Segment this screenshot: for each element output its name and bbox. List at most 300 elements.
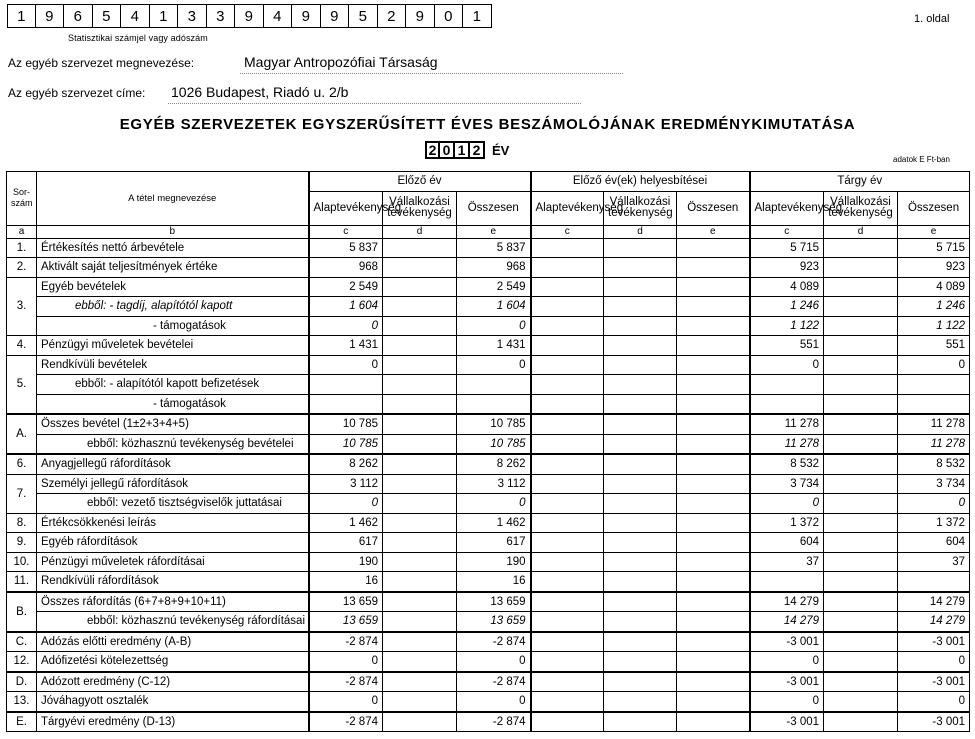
row-number: 12. bbox=[7, 652, 37, 672]
value-cell bbox=[383, 336, 457, 356]
row-number: 13. bbox=[7, 692, 37, 712]
table-row bbox=[7, 375, 970, 395]
value-cell bbox=[531, 612, 604, 632]
value-cell bbox=[677, 632, 750, 652]
row-label: Összes ráfordítás (6+7+8+9+10+11) bbox=[37, 592, 309, 612]
value-cell: 0 bbox=[309, 494, 383, 514]
value-cell: 968 bbox=[457, 258, 531, 278]
value-cell bbox=[824, 652, 898, 672]
table-row bbox=[7, 672, 970, 692]
value-cell: 3 112 bbox=[309, 474, 383, 494]
tax-id-digit: 9 bbox=[292, 4, 321, 28]
year-digit: 2 bbox=[470, 141, 485, 159]
value-cell bbox=[531, 552, 604, 572]
value-cell: -3 001 bbox=[750, 632, 824, 652]
value-cell: 13 659 bbox=[309, 592, 383, 612]
value-cell bbox=[383, 652, 457, 672]
value-cell bbox=[677, 355, 750, 375]
row-label: ebből: vezető tisztségviselők juttatásai bbox=[37, 494, 309, 514]
value-cell: 8 262 bbox=[457, 454, 531, 474]
value-cell bbox=[383, 513, 457, 533]
tax-id-digit: 9 bbox=[235, 4, 264, 28]
value-cell bbox=[824, 572, 898, 592]
tax-id-digit: 9 bbox=[321, 4, 350, 28]
row-label: ebből: - alapítótól kapott befizetések bbox=[37, 375, 309, 395]
value-cell: 0 bbox=[898, 355, 970, 375]
value-cell bbox=[677, 316, 750, 336]
value-cell bbox=[824, 712, 898, 732]
value-cell bbox=[604, 355, 677, 375]
row-label: Pénzügyi műveletek ráfordításai bbox=[37, 552, 309, 572]
value-cell bbox=[457, 394, 531, 414]
value-cell: 0 bbox=[457, 652, 531, 672]
value-cell: -3 001 bbox=[898, 632, 970, 652]
value-cell bbox=[824, 494, 898, 514]
value-cell bbox=[677, 414, 750, 434]
tax-id-digit: 4 bbox=[264, 4, 293, 28]
value-cell: 0 bbox=[457, 316, 531, 336]
row-number: A. bbox=[7, 414, 37, 454]
value-cell bbox=[604, 632, 677, 652]
value-cell bbox=[824, 434, 898, 454]
value-cell bbox=[604, 552, 677, 572]
value-cell bbox=[677, 652, 750, 672]
value-cell bbox=[824, 552, 898, 572]
value-cell: 0 bbox=[309, 692, 383, 712]
value-cell: 0 bbox=[898, 692, 970, 712]
value-cell bbox=[750, 394, 824, 414]
value-cell: 10 785 bbox=[309, 414, 383, 434]
value-cell bbox=[604, 375, 677, 395]
col-letter: d bbox=[604, 225, 677, 238]
col-letter: e bbox=[677, 225, 750, 238]
value-cell bbox=[531, 494, 604, 514]
value-cell bbox=[383, 258, 457, 278]
value-cell bbox=[824, 258, 898, 278]
value-cell: 11 278 bbox=[750, 434, 824, 454]
value-cell bbox=[383, 316, 457, 336]
value-cell: 8 262 bbox=[309, 454, 383, 474]
value-cell: 13 659 bbox=[457, 592, 531, 612]
value-cell bbox=[824, 513, 898, 533]
value-cell bbox=[383, 572, 457, 592]
value-cell bbox=[677, 612, 750, 632]
value-cell bbox=[824, 612, 898, 632]
row-number: 11. bbox=[7, 572, 37, 592]
table-row bbox=[7, 316, 970, 336]
table-row bbox=[7, 692, 970, 712]
row-label: ebből: közhasznú tevékenység bevételei bbox=[37, 434, 309, 454]
table-row bbox=[7, 712, 970, 732]
row-label: Pénzügyi műveletek bevételei bbox=[37, 336, 309, 356]
value-cell bbox=[604, 277, 677, 297]
value-cell: 13 659 bbox=[457, 612, 531, 632]
tax-id-digit: 2 bbox=[378, 4, 407, 28]
value-cell bbox=[531, 336, 604, 356]
row-number: B. bbox=[7, 592, 37, 632]
value-cell: 14 279 bbox=[898, 592, 970, 612]
value-cell bbox=[604, 572, 677, 592]
value-cell bbox=[677, 297, 750, 317]
value-cell bbox=[604, 316, 677, 336]
value-cell bbox=[604, 672, 677, 692]
row-number: 6. bbox=[7, 454, 37, 474]
org-address: 1026 Budapest, Riadó u. 2/b bbox=[171, 84, 349, 100]
col-letter: d bbox=[824, 225, 898, 238]
value-cell bbox=[677, 513, 750, 533]
header-col-ossz: Összesen bbox=[457, 191, 531, 225]
tax-id-digit: 1 bbox=[7, 4, 36, 28]
value-cell bbox=[824, 316, 898, 336]
value-cell: 1 462 bbox=[309, 513, 383, 533]
value-cell: 16 bbox=[457, 572, 531, 592]
value-cell bbox=[383, 277, 457, 297]
value-cell: 3 112 bbox=[457, 474, 531, 494]
row-label: - támogatások bbox=[37, 394, 309, 414]
value-cell bbox=[604, 692, 677, 712]
value-cell bbox=[531, 355, 604, 375]
row-label: Egyéb bevételek bbox=[37, 277, 309, 297]
value-cell bbox=[309, 394, 383, 414]
unit-note: adatok E Ft-ban bbox=[893, 155, 950, 164]
value-cell bbox=[677, 336, 750, 356]
value-cell: 14 279 bbox=[898, 612, 970, 632]
value-cell bbox=[604, 434, 677, 454]
value-cell bbox=[824, 672, 898, 692]
value-cell: 0 bbox=[750, 355, 824, 375]
value-cell bbox=[677, 434, 750, 454]
value-cell: 0 bbox=[309, 652, 383, 672]
income-statement-table bbox=[6, 171, 970, 732]
table-row bbox=[7, 572, 970, 592]
value-cell bbox=[531, 592, 604, 612]
value-cell: 5 715 bbox=[750, 238, 824, 258]
tax-id-digit: 9 bbox=[36, 4, 65, 28]
value-cell bbox=[383, 692, 457, 712]
org-name-underline bbox=[240, 73, 623, 74]
table-row bbox=[7, 336, 970, 356]
value-cell: 190 bbox=[309, 552, 383, 572]
value-cell bbox=[531, 394, 604, 414]
value-cell bbox=[531, 297, 604, 317]
row-label: Személyi jellegű ráfordítások bbox=[37, 474, 309, 494]
row-label: Jóváhagyott osztalék bbox=[37, 692, 309, 712]
value-cell bbox=[677, 592, 750, 612]
year-word: ÉV bbox=[492, 142, 510, 158]
header-sorszam: Sor-szám bbox=[7, 172, 37, 226]
value-cell: 4 089 bbox=[750, 277, 824, 297]
table-row bbox=[7, 612, 970, 632]
value-cell: -3 001 bbox=[750, 712, 824, 732]
org-address-underline bbox=[168, 103, 581, 104]
row-label: Adózott eredmény (C-12) bbox=[37, 672, 309, 692]
value-cell bbox=[383, 552, 457, 572]
header-col-alap: Alaptevékenység bbox=[309, 191, 383, 225]
value-cell bbox=[531, 434, 604, 454]
value-cell bbox=[677, 394, 750, 414]
value-cell: -2 874 bbox=[309, 672, 383, 692]
value-cell: -2 874 bbox=[309, 632, 383, 652]
value-cell bbox=[604, 612, 677, 632]
value-cell bbox=[750, 572, 824, 592]
value-cell: 190 bbox=[457, 552, 531, 572]
tax-id-boxes bbox=[7, 4, 492, 28]
value-cell bbox=[824, 336, 898, 356]
value-cell bbox=[824, 375, 898, 395]
value-cell bbox=[383, 297, 457, 317]
row-number: D. bbox=[7, 672, 37, 692]
value-cell bbox=[531, 572, 604, 592]
value-cell: 0 bbox=[750, 652, 824, 672]
value-cell bbox=[824, 277, 898, 297]
value-cell bbox=[383, 238, 457, 258]
table-row bbox=[7, 454, 970, 474]
value-cell bbox=[824, 692, 898, 712]
value-cell bbox=[531, 454, 604, 474]
header-group-prev: Előző év bbox=[309, 172, 531, 192]
col-letter: c bbox=[309, 225, 383, 238]
row-number: 3. bbox=[7, 277, 37, 336]
row-label: Anyagjellegű ráfordítások bbox=[37, 454, 309, 474]
value-cell: 551 bbox=[898, 336, 970, 356]
row-label: Egyéb ráfordítások bbox=[37, 533, 309, 553]
table-row bbox=[7, 474, 970, 494]
value-cell: 0 bbox=[457, 692, 531, 712]
value-cell: 1 372 bbox=[898, 513, 970, 533]
table-row bbox=[7, 552, 970, 572]
value-cell: 551 bbox=[750, 336, 824, 356]
row-label: Értékesítés nettó árbevétele bbox=[37, 238, 309, 258]
value-cell: 1 462 bbox=[457, 513, 531, 533]
header-col-ossz: Összesen bbox=[677, 191, 750, 225]
value-cell bbox=[531, 652, 604, 672]
value-cell bbox=[383, 414, 457, 434]
row-number: 10. bbox=[7, 552, 37, 572]
value-cell bbox=[383, 592, 457, 612]
row-label: Rendkívüli bevételek bbox=[37, 355, 309, 375]
value-cell: 0 bbox=[750, 494, 824, 514]
value-cell bbox=[677, 494, 750, 514]
value-cell: 0 bbox=[457, 355, 531, 375]
row-number: 1. bbox=[7, 238, 37, 258]
value-cell bbox=[531, 672, 604, 692]
row-label: ebből: közhasznú tevékenység ráfordításai bbox=[37, 612, 309, 632]
table-row bbox=[7, 394, 970, 414]
value-cell: -3 001 bbox=[898, 672, 970, 692]
value-cell: 10 785 bbox=[309, 434, 383, 454]
value-cell bbox=[604, 238, 677, 258]
value-cell bbox=[604, 297, 677, 317]
value-cell: 14 279 bbox=[750, 592, 824, 612]
table-row bbox=[7, 533, 970, 553]
value-cell: 2 549 bbox=[457, 277, 531, 297]
table-row bbox=[7, 434, 970, 454]
value-cell: 37 bbox=[750, 552, 824, 572]
row-number: C. bbox=[7, 632, 37, 652]
value-cell bbox=[677, 572, 750, 592]
header-col-vall: Vállalkozási tevékenység bbox=[604, 191, 677, 225]
value-cell bbox=[383, 712, 457, 732]
year-digit: 2 bbox=[425, 141, 440, 159]
tax-id-digit: 5 bbox=[93, 4, 122, 28]
row-number: 7. bbox=[7, 474, 37, 513]
value-cell bbox=[383, 632, 457, 652]
value-cell: 1 604 bbox=[457, 297, 531, 317]
value-cell bbox=[531, 414, 604, 434]
value-cell bbox=[531, 712, 604, 732]
value-cell: 0 bbox=[750, 692, 824, 712]
value-cell bbox=[531, 277, 604, 297]
tax-id-digit: 0 bbox=[435, 4, 464, 28]
tax-id-digit: 5 bbox=[349, 4, 378, 28]
value-cell bbox=[383, 612, 457, 632]
row-label: Összes bevétel (1±2+3+4+5) bbox=[37, 414, 309, 434]
col-letter: c bbox=[531, 225, 604, 238]
table-row bbox=[7, 258, 970, 278]
org-address-label: Az egyéb szervezet címe: bbox=[8, 86, 146, 100]
value-cell: 604 bbox=[750, 533, 824, 553]
value-cell bbox=[383, 474, 457, 494]
header-col-alap: Alaptevékenység bbox=[531, 191, 604, 225]
value-cell: -2 874 bbox=[457, 672, 531, 692]
value-cell: 1 246 bbox=[898, 297, 970, 317]
value-cell bbox=[824, 474, 898, 494]
col-letter: b bbox=[37, 225, 309, 238]
value-cell: 10 785 bbox=[457, 434, 531, 454]
header-col-vall: Vállalkozási tevékenység bbox=[824, 191, 898, 225]
value-cell bbox=[677, 474, 750, 494]
value-cell bbox=[604, 592, 677, 612]
value-cell bbox=[531, 375, 604, 395]
value-cell: -2 874 bbox=[457, 712, 531, 732]
header-col-alap: Alaptevékenység bbox=[750, 191, 824, 225]
value-cell: -3 001 bbox=[898, 712, 970, 732]
tax-id-label: Statisztikai számjel vagy adószám bbox=[68, 33, 208, 43]
value-cell: 923 bbox=[898, 258, 970, 278]
value-cell: 11 278 bbox=[750, 414, 824, 434]
value-cell: 0 bbox=[309, 316, 383, 336]
table-row bbox=[7, 238, 970, 258]
value-cell bbox=[383, 375, 457, 395]
header-col-vall: Vállalkozási tevékenység bbox=[383, 191, 457, 225]
value-cell: 0 bbox=[898, 494, 970, 514]
value-cell: 923 bbox=[750, 258, 824, 278]
value-cell bbox=[604, 712, 677, 732]
value-cell: 1 431 bbox=[309, 336, 383, 356]
value-cell bbox=[604, 494, 677, 514]
value-cell bbox=[604, 414, 677, 434]
row-label: Adózás előtti eredmény (A-B) bbox=[37, 632, 309, 652]
table-body bbox=[7, 238, 970, 732]
header-group-current: Tárgy év bbox=[750, 172, 970, 192]
value-cell: 1 431 bbox=[457, 336, 531, 356]
row-label: ebből: - tagdíj, alapítótól kapott bbox=[37, 297, 309, 317]
row-label: Értékcsökkenési leírás bbox=[37, 513, 309, 533]
value-cell bbox=[898, 394, 970, 414]
value-cell bbox=[383, 672, 457, 692]
value-cell bbox=[383, 434, 457, 454]
value-cell bbox=[531, 692, 604, 712]
value-cell bbox=[677, 533, 750, 553]
row-number: 5. bbox=[7, 355, 37, 414]
value-cell bbox=[531, 513, 604, 533]
tax-id-digit: 3 bbox=[178, 4, 207, 28]
value-cell: -2 874 bbox=[309, 712, 383, 732]
header-col-ossz: Összesen bbox=[898, 191, 970, 225]
value-cell bbox=[383, 533, 457, 553]
year-digit: 0 bbox=[440, 141, 455, 159]
row-label: Aktivált saját teljesítmények értéke bbox=[37, 258, 309, 278]
value-cell: 8 532 bbox=[750, 454, 824, 474]
row-label: Adófizetési kötelezettség bbox=[37, 652, 309, 672]
value-cell bbox=[824, 533, 898, 553]
table-row bbox=[7, 652, 970, 672]
value-cell: 1 122 bbox=[750, 316, 824, 336]
col-letter: e bbox=[898, 225, 970, 238]
value-cell: 5 837 bbox=[309, 238, 383, 258]
year-digit: 1 bbox=[455, 141, 470, 159]
value-cell bbox=[824, 592, 898, 612]
value-cell bbox=[677, 277, 750, 297]
row-label: Rendkívüli ráfordítások bbox=[37, 572, 309, 592]
row-number: 8. bbox=[7, 513, 37, 533]
value-cell bbox=[824, 394, 898, 414]
value-cell: 16 bbox=[309, 572, 383, 592]
header-item: A tétel megnevezése bbox=[37, 172, 309, 226]
col-letter: e bbox=[457, 225, 531, 238]
value-cell bbox=[531, 238, 604, 258]
value-cell bbox=[383, 494, 457, 514]
value-cell bbox=[383, 355, 457, 375]
col-letter: a bbox=[7, 225, 37, 238]
value-cell bbox=[824, 355, 898, 375]
value-cell bbox=[383, 394, 457, 414]
value-cell bbox=[677, 375, 750, 395]
col-letter: d bbox=[383, 225, 457, 238]
org-name-label: Az egyéb szervezet megnevezése: bbox=[8, 56, 195, 70]
value-cell bbox=[531, 474, 604, 494]
value-cell bbox=[604, 454, 677, 474]
value-cell bbox=[824, 238, 898, 258]
table-row bbox=[7, 513, 970, 533]
value-cell: 2 549 bbox=[309, 277, 383, 297]
value-cell bbox=[604, 533, 677, 553]
value-cell: 617 bbox=[457, 533, 531, 553]
value-cell: 0 bbox=[457, 494, 531, 514]
page-number: 1. oldal bbox=[914, 13, 950, 25]
col-letter: c bbox=[750, 225, 824, 238]
value-cell: 14 279 bbox=[750, 612, 824, 632]
value-cell bbox=[677, 712, 750, 732]
value-cell bbox=[531, 533, 604, 553]
value-cell bbox=[824, 454, 898, 474]
value-cell bbox=[383, 454, 457, 474]
row-label: - támogatások bbox=[37, 316, 309, 336]
tax-id-digit: 9 bbox=[406, 4, 435, 28]
value-cell: 5 715 bbox=[898, 238, 970, 258]
value-cell: 1 372 bbox=[750, 513, 824, 533]
org-name: Magyar Antropozófiai Társaság bbox=[244, 54, 438, 70]
value-cell: 13 659 bbox=[309, 612, 383, 632]
value-cell bbox=[677, 672, 750, 692]
value-cell: 11 278 bbox=[898, 414, 970, 434]
row-number: 2. bbox=[7, 258, 37, 278]
value-cell bbox=[531, 632, 604, 652]
value-cell bbox=[824, 632, 898, 652]
page-title: EGYÉB SZERVEZETEK EGYSZERŰSÍTETT ÉVES BESZÁMOLÓJÁNAK EREDMÉNYKIMUTATÁSA bbox=[119, 116, 856, 133]
value-cell: 3 734 bbox=[898, 474, 970, 494]
value-cell: 0 bbox=[898, 652, 970, 672]
